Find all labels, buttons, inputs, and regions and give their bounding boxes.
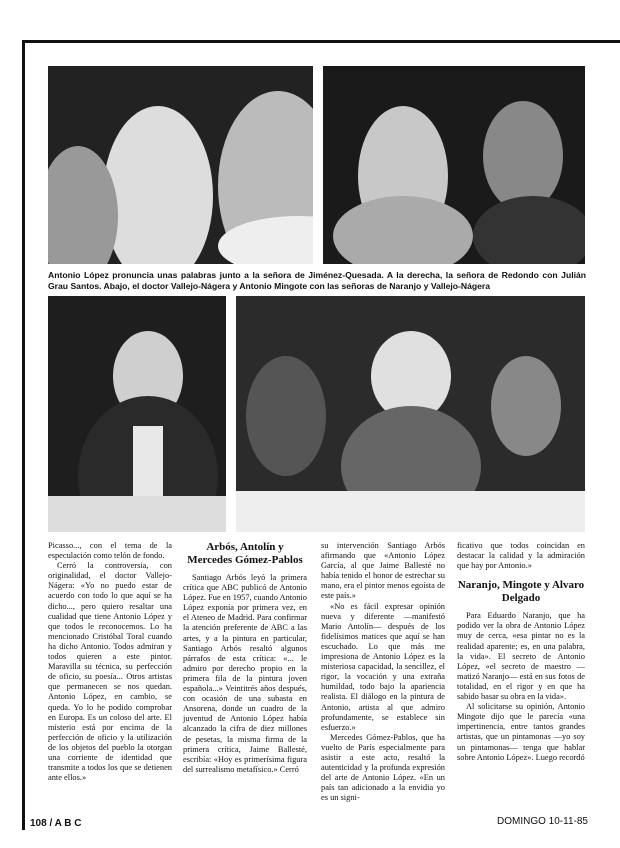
col3-paragraph: su intervención Santiago Arbós afirmando que «Antonio López García, al que Jaime Ballesté no había tenido el honor de estrechar su mano, era el pintor menos egoísta de este país.» bbox=[321, 541, 445, 601]
column-3 bbox=[321, 541, 445, 803]
column-2 bbox=[183, 541, 307, 775]
page-number: 108 / A B C bbox=[30, 818, 82, 829]
col4-paragraph: Para Eduardo Naranjo, que ha podido ver la obra de Antonio López muy de cerca, «esa pintar no es la realidad aparente; es, en una palabra, la vida». El secreto de Antonio López, «el secreto de maestro —matizó Naranjo— está en sus fotos de totalidad, en el rigor y en que ha sabido basar su obra en la vida». bbox=[457, 611, 585, 702]
photo-mingote-naranjo bbox=[236, 296, 585, 532]
col3-paragraph: «No es fácil expresar opinión nueva y diferente —manifestó Mario Antolín— después de los fidelísimos matices que aquí se han escuchado. Lo que más me impresiona de Antonio López es la misteriosa capacidad, la sencillez, el rigor, la vocación y una extraña humildad, todo bajo la apariencia realista. El diálogo en la pintura de Antonio, artista al que admiro profundamente, se establece sin esfuerzo.» bbox=[321, 601, 445, 732]
photo-redondo-grau-santos bbox=[323, 66, 585, 264]
left-rule bbox=[22, 40, 25, 830]
col3-paragraph: Mercedes Gómez-Pablos, que ha vuelto de París especialmente para asistir a este acto, resaltó la autenticidad y la profunda expresión del arte de Antonio López. «En un país tan adicionado a la envidia yo es un signi- bbox=[321, 732, 445, 803]
issue-date: DOMINGO 10-11-85 bbox=[497, 816, 588, 827]
photo-vallejo-nagera bbox=[48, 296, 226, 532]
column-4 bbox=[457, 541, 585, 763]
col1-paragraph: Picasso..., con el tema de la especulación como telón de fondo. bbox=[48, 541, 172, 561]
col1-paragraph: Cerró la controversia, con originalidad, el doctor Vallejo-Nágera: «Yo no puedo estar de acuerdo con todo lo que aquí se ha dicho..., pero quiero resaltar una cualidad que tiene Antonio López y que todos le reconocemos. Lo ha mencionado Cristóbal Toral cuando ha dicho Antonio. Todos admiran y todos quieren a este pintor. Maravilla su técnica, su perfección de oficio, su poesía... Otros artistas que permanecen se nos quedan. Antonio López, en cambio, se queda. Yo lo he podido comprobar en Europa. Es un coloso del arte. El misterio está por encima de la perfección de oficio y la utilización de los objetos del pueblo la otorgan una corriente de identidad que transmite a todos los que se detienen ante ellos.» bbox=[48, 561, 172, 783]
col4-paragraph: Al solicitarse su opinión, Antonio Mingote dijo que le parecía «una impertinencia, entre tantos grandes artistas, que un pintamonas —yo soy un pintamonas— tenga que hablar sobre Antonio López». Luego recordó bbox=[457, 702, 585, 762]
photo-lopez-jimenez-quesada bbox=[48, 66, 313, 264]
col2-paragraph: Santiago Arbós leyó la primera crítica que ABC publicó de Antonio López. Fue en 1957, cuando Antonio López exponía por primera vez, en el Ateneo de Madrid. Para confirmar la atención preferente de ABC a las artes, y a la pintura en particular, Santiago Arbós resaltó algunos párrafos de esta crítica: «... le admiro por derecho propio en la primera fila de la pintura joven española...» Veintitrés años después, con ocasión de una subasta en Ansorena, donde un cuadro de la juventud de Antonio López había alcanzado la cifra de diez millones de pesetas, la misma firma de la primera crítica, Jaime Ballesté, escribía: «Hoy es primerísima figura del surrealismo metafísico.» Cerró bbox=[183, 573, 307, 774]
section-heading-naranjo: Naranjo, Mingote y Alvaro Delgado bbox=[457, 579, 585, 605]
column-1 bbox=[48, 541, 172, 783]
photo-caption: Antonio López pronuncia unas palabras junto a la señora de Jiménez-Quesada. A la derecha, la señora de Redondo con Julián Grau Santos. Abajo, el doctor Vallejo-Nágera y Antonio Mingote con las señoras de Naranjo y Vallejo-Nágera bbox=[48, 270, 586, 291]
top-rule bbox=[22, 40, 620, 43]
col4-paragraph: ficativo que todos coincidan en destacar la calidad y la admiración que hay por Antonio.» bbox=[457, 541, 585, 571]
section-heading-arbos: Arbós, Antolín y Mercedes Gómez-Pablos bbox=[187, 541, 303, 566]
